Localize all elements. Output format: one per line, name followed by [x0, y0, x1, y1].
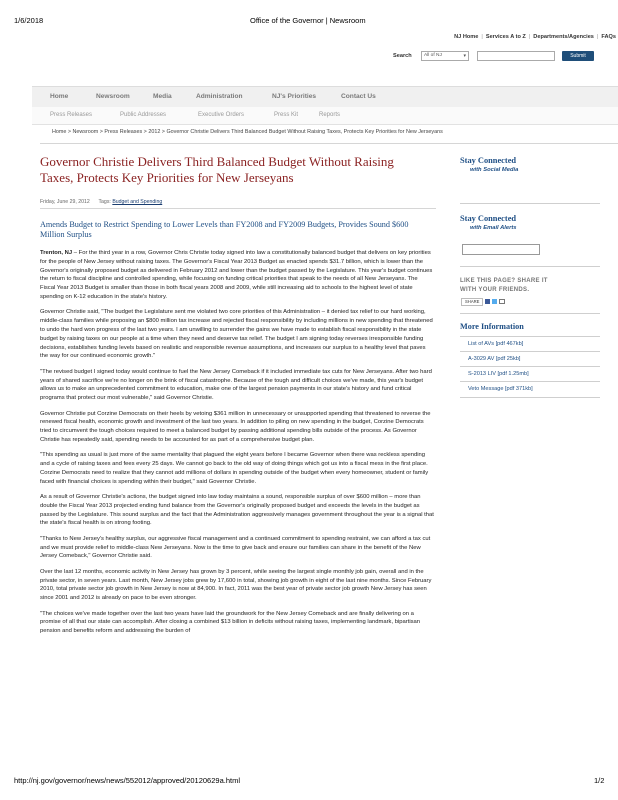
facebook-icon[interactable]: [485, 299, 490, 304]
more-info-heading: More Information: [460, 322, 524, 331]
main-nav: [32, 86, 618, 107]
sub-nav: [32, 107, 618, 125]
nav-home[interactable]: Home: [50, 93, 69, 100]
breadcrumb-divider: [40, 143, 618, 144]
paragraph: As a result of Governor Christie's actions, the budget signed into law today maintains a sound, responsible surplus of over $600 million – more than double the Fiscal Year 2013 projected ending fund balance from the Governor's originally proposed budget and exceeds the levels in the budget as passed by the Legislature. This sound surplus and the fact that the Administration aggressively manages government throughout the year is a signal that the state's fiscal health is on strong footing.: [40, 494, 434, 527]
social-subheading[interactable]: with Social Media: [470, 167, 519, 173]
print-url: http://nj.gov/governor/news/news/552012/approved/20120629a.html: [14, 776, 240, 785]
sidebar-divider: [460, 381, 600, 382]
paragraph: Over the last 12 months, economic activity in New Jersey has grown by 3 percent, while seeing the largest single monthly job gain, overall and in the private sector, in seven years. Last month, New Jersey jobs grew by 17,600 in total, showing job growth in eight of the last nine months. Since February 2010, total private sector job growth in New Jersey is now at 84,900. In fact, 2011 was the best year of private sector job growth New Jersey has seen since 2001 and 2012 is already on pace to be even stronger.: [40, 568, 432, 602]
sidebar-divider: [460, 313, 600, 314]
twitter-icon[interactable]: [492, 299, 497, 304]
util-nj-home-link[interactable]: NJ Home: [454, 34, 479, 40]
tags-label: Tags:: [98, 199, 111, 205]
email-icon[interactable]: [499, 299, 505, 304]
article-body: [40, 249, 434, 643]
sidebar-divider: [460, 397, 600, 398]
page-title: Governor Christie Delivers Third Balanced Budget Without Raising Taxes, Protects Key Priorities for New Jerseyans: [40, 154, 394, 185]
tag-link[interactable]: Budget and Spending: [112, 199, 163, 205]
subnav-press-kit[interactable]: Press Kit: [274, 112, 299, 118]
article-meta: [40, 199, 162, 205]
email-signup-input[interactable]: [462, 244, 540, 255]
subnav-executive-orders[interactable]: Executive Orders: [198, 112, 245, 118]
search-scope-select[interactable]: [421, 51, 469, 61]
utility-nav: NJ Home | Services A to Z | Departments/Agencies | FAQs: [454, 34, 616, 40]
paragraph: Governor Christie said, "The budget the Legislature sent me violated two core priorities of this Administration – it denied tax relief to our hard working, middle-class families while proposing an $800 million tax increase and rejected fiscal responsibility by including millions in new spending that threatened to undo the hard won progress of the last two years. I am unwilling to surrender the gains we have made to establish fiscal responsibility in the state budget by raising taxes on our people at a time when they need and deserve tax relief. The budget I am signing today reverses irresponsible funding decisions, establishes funding levels based on realistic and responsible revenue assumptions, and increases our surplus to a healthy level that paves the way for our continued economic growth.": [40, 309, 433, 360]
paragraph: "This spending as usual is just more of the same mentality that plagued the eight years before I became Governor when there was reckless spending and a cycle of raising taxes and fees every 25 days. We cannot go back to the old way of doing things which got us into a fiscal mess in the first place. Corzine Democrats need to realize that they cannot add millions of dollars in spending outside of the budget when every homeowner, student or family faced with financial choices is spending within their budget," said Governor Christie.: [40, 452, 429, 485]
article-subtitle: Amends Budget to Restrict Spending to Lower Levels than FY2008 and FY2009 Budgets, Provides Sound $600 Million Surplus: [40, 220, 409, 240]
paragraph: "Thanks to New Jersey's healthy surplus, our aggressive fiscal management and a continued commitment to spending restraint, we can afford a tax cut and we must provide relief to middle-class New Jerseyans. Now is the time to give back and ensure our families can share in the benefit of the New Jersey Comeback," Governor Christie said.: [40, 535, 431, 560]
paragraph: Trenton, NJ – For the third year in a row, Governor Chris Christie today signed into law a constitutionally balanced budget that delivers on key priorities for the people of New Jersey without raising taxes. The Governor's Fiscal Year 2013 Budget as enacted spends $31.7 billion, which is lower than the Governor's originally proposed budget as delivered in February 2012 and lower than the budget passed by the Legislature. This year's budget continues the return to fiscal discipline and controlled spending, while focusing on funding critical priorities that speak to the needs of all New Jerseyans. The Fiscal Year 2013 Budget is smaller than those in both fiscal years 2008 and 2009, while still increasing aid to schools to the highest level of state spending on K-12 education in the state's history.: [40, 250, 433, 300]
paragraph: "The choices we've made together over the last two years have laid the groundwork for the New Jersey Comeback and are finally delivering on a promise of all that our state can accomplish. After closing a combined $13 billion in deficits without raising taxes, implementing landmark, bipartisan pension and benefits reform and addressing the burden of: [40, 610, 421, 635]
print-title: Office of the Governor | Newsroom: [250, 16, 366, 25]
nav-media[interactable]: Media: [153, 93, 172, 100]
print-date: 1/6/2018: [14, 16, 44, 25]
print-page: 1/2: [594, 776, 605, 785]
share-label: SHARE: [465, 299, 480, 304]
sidebar-divider: [460, 336, 600, 337]
breadcrumb[interactable]: Home > Newsroom > Press Releases > 2012 > Governor Christie Delivers Third Balanced Budget Without Raising Taxes, Protects Key Priorities for New Jerseyans: [52, 129, 443, 135]
search-submit-button[interactable]: Submit: [562, 51, 594, 61]
sidebar-divider: [460, 203, 600, 204]
subnav-public-addresses[interactable]: Public Addresses: [120, 112, 167, 118]
subnav-press-releases[interactable]: Press Releases: [50, 112, 93, 118]
email-subheading[interactable]: with Email Alerts: [470, 225, 517, 231]
nav-administration[interactable]: Administration: [196, 93, 243, 100]
social-heading[interactable]: Stay Connected: [460, 156, 517, 165]
more-info-link[interactable]: List of AVs [pdf 467kb]: [468, 341, 524, 347]
more-info-link[interactable]: S-2013 LIV [pdf 1.25mb]: [468, 371, 529, 377]
util-departments-link[interactable]: Departments/Agencies: [533, 34, 594, 40]
nav-priorities[interactable]: NJ's Priorities: [272, 93, 317, 100]
nav-newsroom[interactable]: Newsroom: [96, 93, 130, 100]
more-info-link[interactable]: Veto Message [pdf 371kb]: [468, 386, 533, 392]
email-heading[interactable]: Stay Connected: [460, 214, 517, 223]
search-label: Search: [393, 53, 412, 59]
paragraph: "The revised budget I signed today would continue to fuel the New Jersey Comeback if it included immediate tax cuts for New Jerseyans. After two hard years of shared sacrifice we're no longer on the brink of fiscal catastrophe. Because of the tough and difficult choices we've made, this year's budget allows us to make an unprecedented commitment to education, make one of the largest pension payments in our state's history and fund critical programs that protect our most vulnerable," said Governor Christie.: [40, 368, 432, 402]
util-faqs-link[interactable]: FAQs: [601, 34, 616, 40]
search-scope-value: All of NJ: [424, 53, 442, 58]
more-info-link[interactable]: A-3029 AV [pdf 25kb]: [468, 356, 521, 362]
paragraph: Governor Christie put Corzine Democrats on their heels by vetoing $361 million in unnecessary or unsupported spending that threatened to reverse the renewed fiscal health, economic growth and investment of the last two years. In addition to piling on new spending in the budget, Corzine Democrats tried to circumvent the tough choices required to meet a balanced budget by passing additional spending bills outside of the process. As Governor Christie has repeatedly said, spending needs to be accounted for as part of a comprehensive budget plan.: [40, 410, 431, 443]
share-widget[interactable]: [461, 298, 505, 305]
sidebar-divider: [460, 266, 600, 267]
search-input[interactable]: [477, 51, 555, 61]
share-button[interactable]: [461, 298, 483, 306]
dateline: Trenton, NJ: [40, 250, 73, 256]
sidebar-divider: [460, 366, 600, 367]
sidebar-divider: [460, 351, 600, 352]
subnav-reports[interactable]: Reports: [319, 112, 341, 118]
share-prompt: LIKE THIS PAGE? SHARE IT WITH YOUR FRIENDS.: [460, 278, 548, 293]
util-services-link[interactable]: Services A to Z: [485, 34, 526, 40]
chevron-down-icon: ▾: [463, 53, 466, 59]
article-date: Friday, June 29, 2012: [40, 199, 90, 205]
nav-contact[interactable]: Contact Us: [341, 93, 376, 100]
meta-divider: [40, 208, 436, 209]
